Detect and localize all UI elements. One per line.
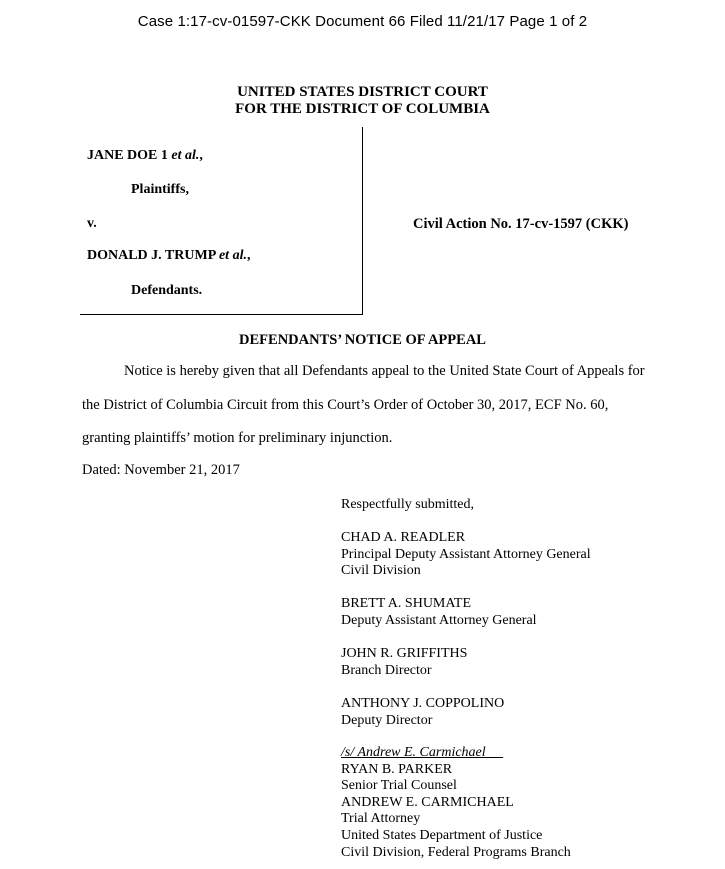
notice-paragraph-line-2: the District of Columbia Circuit from this Court’s Order of October 30, 2017, ECF No. 60, [82, 397, 609, 413]
signatory-coppolino [341, 696, 504, 729]
case-header-stamp: Case 1:17-cv-01597-CKK Document 66 Filed 11/21/17 Page 1 of 2 [137, 13, 588, 30]
signatory-division: Civil Division [341, 563, 421, 579]
signatory-name: JOHN R. GRIFFITHS [341, 646, 468, 661]
electronic-signature [341, 745, 571, 762]
signatory-name: ANTHONY J. COPPOLINO [341, 696, 505, 711]
signatory-name: CHAD A. READLER [341, 530, 466, 545]
dated-line: Dated: November 21, 2017 [82, 462, 240, 478]
signatory-shumate [341, 596, 537, 629]
signatory-title: Branch Director [341, 662, 432, 678]
plaintiff-name: JANE DOE 1 [87, 148, 168, 163]
defendant-comma: , [246, 248, 251, 263]
signatory-name: RYAN B. PARKER [341, 761, 453, 777]
signatory-title: Senior Trial Counsel [341, 778, 457, 794]
versus-label: v. [87, 216, 97, 231]
signatory-title: Trial Attorney [341, 811, 421, 827]
defendant-name: DONALD J. TRUMP [87, 248, 216, 263]
plaintiff-comma: , [199, 148, 203, 163]
court-name-line: UNITED STATES DISTRICT COURT [237, 84, 488, 100]
defendant-caption [87, 248, 250, 264]
signatory-name: BRETT A. SHUMATE [341, 596, 472, 611]
signatory-griffiths [341, 646, 467, 679]
court-district-line: FOR THE DISTRICT OF COLUMBIA [235, 101, 490, 117]
signature-closing: Respectfully submitted, [341, 497, 474, 512]
signatory-title: Deputy Assistant Attorney General [341, 612, 537, 628]
plaintiffs-label: Plaintiffs, [131, 182, 189, 197]
department-name: United States Department of Justice [341, 827, 543, 843]
plaintiff-et-al: et al. [171, 148, 200, 163]
notice-paragraph-line-3: granting plaintiffs’ motion for preliminary injunction. [82, 430, 393, 446]
plaintiff-caption [87, 148, 203, 164]
electronic-signature-text: /s/ Andrew E. Carmichael [341, 745, 486, 760]
signatory-title: Principal Deputy Assistant Attorney General [341, 546, 591, 562]
signatory-title: Deputy Director [341, 712, 433, 728]
civil-action-number: Civil Action No. 17-cv-1597 (CKK) [413, 216, 629, 232]
notice-paragraph-line-1: Notice is hereby given that all Defendants appeal to the United State Court of Appeals for [124, 363, 645, 379]
signatory-name: ANDREW E. CARMICHAEL [341, 794, 514, 810]
signature-block-counsel [341, 745, 571, 861]
signatory-readler [341, 530, 591, 580]
court-heading [0, 84, 725, 118]
branch-name: Civil Division, Federal Programs Branch [341, 844, 571, 860]
defendant-et-al: et al. [218, 248, 247, 263]
defendants-label: Defendants. [131, 283, 203, 298]
document-title: DEFENDANTS’ NOTICE OF APPEAL [239, 332, 486, 348]
